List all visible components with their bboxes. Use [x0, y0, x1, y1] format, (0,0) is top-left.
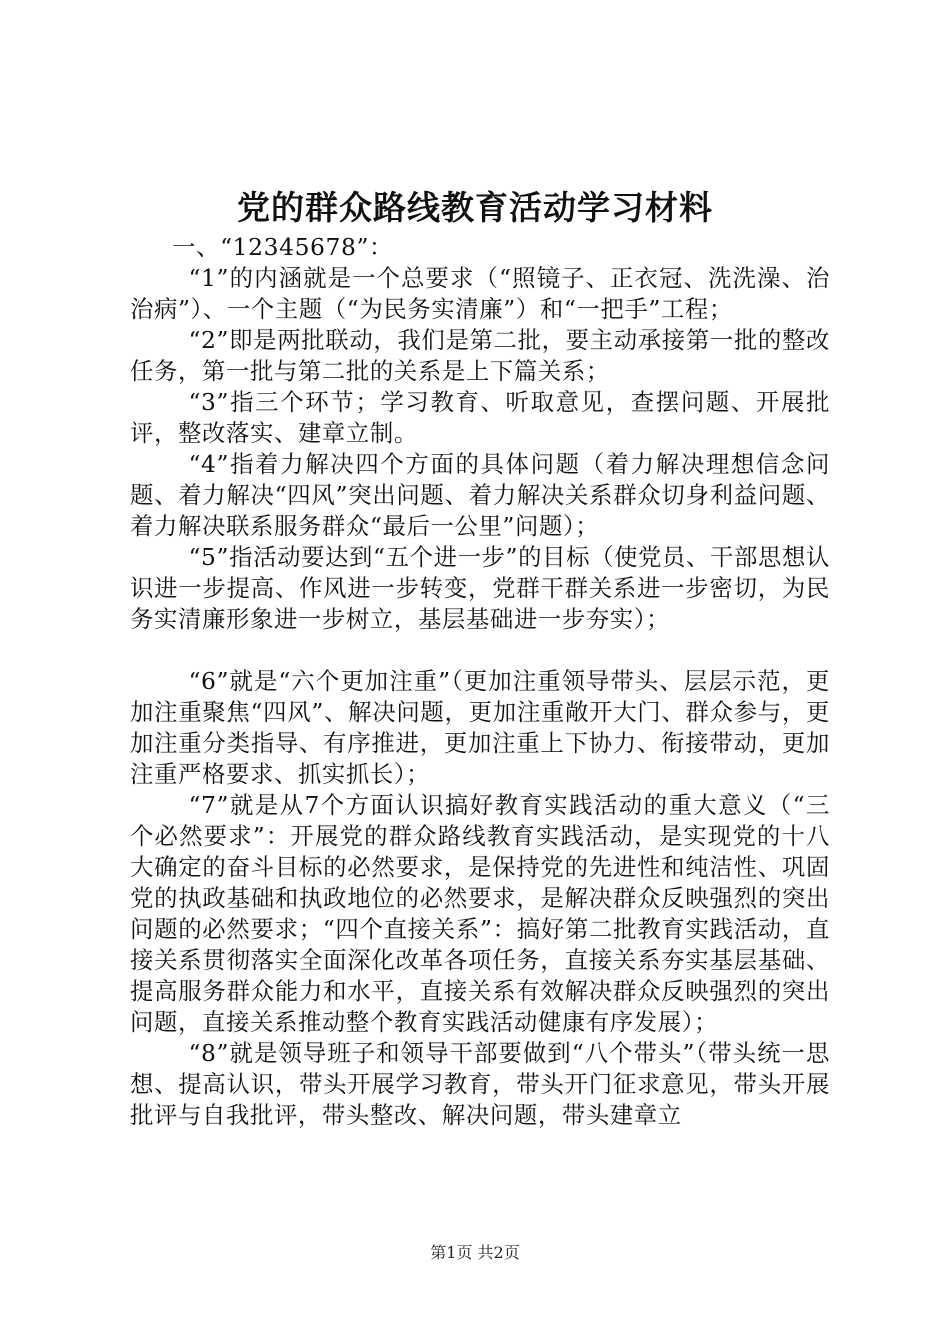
document-title: 党的群众路线教育活动学习材料: [237, 188, 713, 227]
section-heading: 一、“12345678”：: [172, 233, 394, 261]
paragraph-item-3: “3”指三个环节；学习教育、听取意见，查摆问题、开展批评，整改落实、建章立制。: [130, 388, 830, 447]
paragraph-item-5: “5”指活动要达到“五个进一步”的目标（使党员、干部思想认识进一步提高、作风进一步转变，党群干群关系进一步密切，为民务实清廉形象进一步树立，基层基础进一步夯实）；: [130, 543, 830, 633]
paragraph-item-4: “4”指着力解决四个方面的具体问题（着力解决理想信念问题、着力解决“四风”突出问题、着力解决关系群众切身利益问题、着力解决联系服务群众“最后一公里”问题）；: [130, 450, 830, 540]
page-number-footer: 第1页 共2页: [430, 1243, 520, 1262]
blank-line: [130, 635, 830, 666]
paragraph-item-6: “6”就是“六个更加注重”（更加注重领导带头、层层示范，更加注重聚焦“四风”、解决问题，更加注重敞开大门、群众参与，更加注重分类指导、有序推进，更加注重上下协力、衔接带动，更加注重严格要求、抓实抓长）；: [130, 667, 830, 788]
paragraph-item-2: “2”即是两批联动，我们是第二批，要主动承接第一批的整改任务，第一批与第二批的关系是上下篇关系；: [130, 326, 830, 385]
paragraph-item-1: “1”的内涵就是一个总要求（“照镜子、正衣冠、洗洗澡、治治病”）、一个主题（“为民务实清廉”）和“一把手”工程；: [130, 264, 830, 323]
paragraph-item-7: “7”就是从7个方面认识搞好教育实践活动的重大意义（“三个必然要求”：开展党的群众路线教育实践活动，是实现党的十八大确定的奋斗目标的必然要求，是保持党的先进性和纯洁性、巩固党的执政基础和执政地位的必然要求，是解决群众反映强烈的突出问题的必然要求；“四个直接关系”：搞好第二批教育实践活动，直接关系贯彻落实全面深化改革各项任务，直接关系夯实基层基础、提高服务群众能力和水平，直接关系有效解决群众反映强烈的突出问题，直接关系推动整个教育实践活动健康有序发展）；: [130, 791, 830, 1036]
paragraph-item-8: “8”就是领导班子和领导干部要做到“八个带头”（带头统一思想、提高认识，带头开展学习教育，带头开门征求意见，带头开展批评与自我批评，带头整改、解决问题，带头建章立: [130, 1039, 830, 1129]
document-body: [130, 232, 830, 1131]
